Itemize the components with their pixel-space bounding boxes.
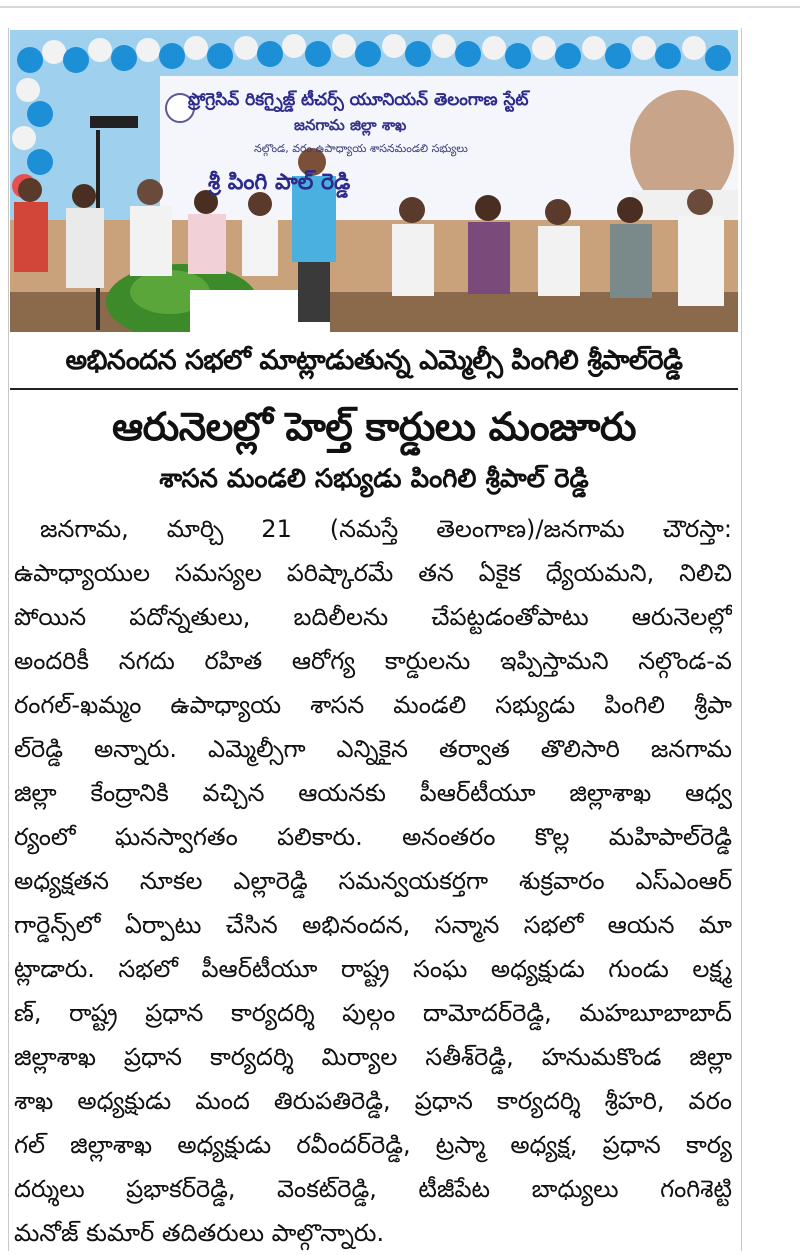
body-line: అధ్యక్షతన నూకల ఎల్లారెడ్డి సమన్వయకర్తగా శుక్రవారం ఎస్‌ఎంఆర్ [14, 867, 732, 895]
body-line: ఉపాధ్యాయుల సమస్యల పరిష్కారమే తన ఏకైక ధ్యేయమని, నిలిచి [14, 559, 732, 587]
photo-caption: అభినందన సభలో మాట్లాడుతున్న ఎమ్మెల్సీ పింగిలి శ్రీపాల్‌రెడ్డి [65, 345, 683, 376]
body-line: గార్డెన్స్‌లో ఏర్పాటు చేసిన అభినందన, సన్మాన సభలో ఆయన మా [14, 911, 732, 939]
body-line: జిల్లాశాఖ ప్రధాన కార్యదర్శి మిర్యాల సతీశ్‌రెడ్డి, హనుమకొండ జిల్లా [14, 1043, 732, 1071]
banner-line-union: ప్రోగ్రెసివ్ రికగ్నైజ్డ్ టీచర్స్ యూనియన్ తెలంగాణ స్టేట్ [188, 90, 529, 110]
body-line: పోయిన పదోన్నతులు, బదిలీలను చేపట్టడంతోపాటు ఆరునెలల్లో [14, 603, 732, 631]
body-line: రంగల్-ఖమ్మం ఉపాధ్యాయ శాసన మండలి సభ్యుడు పింగిలి శ్రీపా [14, 691, 732, 719]
banner-line-constituency: నల్గొండ, వరం ఉపాధ్యాయ శాసనమండలి సభ్యులు [254, 142, 468, 155]
article-headline: ఆరునెలల్లో హెల్త్ కార్డులు మంజూరు [111, 405, 637, 450]
event-photo-illustration [10, 30, 738, 332]
body-line: జనగామ, మార్చి 21 (నమస్తే తెలంగాణ)/జనగామ చౌరస్తా: [40, 515, 732, 543]
body-line: దర్శులు ప్రభాకర్‌రెడ్డి, వెంకట్‌రెడ్డి, టీజీపేట బాధ్యులు గంగిశెట్టి [14, 1175, 732, 1203]
article-subheadline: శాసన మండలి సభ్యుడు పింగిలి శ్రీపాల్ రెడ్డి [159, 464, 589, 494]
body-line: శాఖ అధ్యక్షుడు మంద తిరుపతిరెడ్డి, ప్రధాన కార్యదర్శి శ్రీహరి, వరం [14, 1087, 732, 1115]
event-photo [10, 30, 738, 332]
body-line: ణ్, రాష్ట్ర ప్రధాన కార్యదర్శి పుల్గం దామోదర్‌రెడ్డి, మహబూబాబాద్ [14, 999, 732, 1027]
body-line: మనోజ్ కుమార్ తదితరులు పాల్గొన్నారు. [14, 1219, 385, 1247]
banner-line-name: శ్రీ పింగి పాల్ రెడ్డి [208, 170, 351, 195]
body-line: ట్లాడారు. సభలో పీఆర్‌టీయూ రాష్ట్ర సంఘ అధ్యక్షుడు గుండు లక్ష్మ [14, 955, 732, 983]
article-body [14, 507, 732, 1255]
body-line: గల్ జిల్లాశాఖ అధ్యక్షుడు రవీందర్‌రెడ్డి, ట్రస్మా అధ్యక్ష, ప్రధాన కార్య [14, 1131, 732, 1159]
body-line: అందరికీ నగదు రహిత ఆరోగ్య కార్డులను ఇప్పిస్తామని నల్గొండ-వ [14, 647, 732, 675]
body-line: జిల్లా కేంద్రానికి వచ్చిన ఆయనకు పీఆర్‌టీయూ జిల్లాశాఖ ఆధ్వ [14, 779, 732, 807]
body-line: ర్యంలో ఘనస్వాగతం పలికారు. అనంతరం కొల్ల మహిపాల్‌రెడ్డి [14, 823, 732, 851]
top-rule [0, 6, 800, 8]
body-line: ల్‌రెడ్డి అన్నారు. ఎమ్మెల్సీగా ఎన్నికైన తర్వాత తొలిసారి జనగామ [14, 735, 732, 763]
banner-line-district: జనగామ జిల్లా శాఖ [294, 116, 407, 134]
caption-divider [10, 388, 738, 390]
